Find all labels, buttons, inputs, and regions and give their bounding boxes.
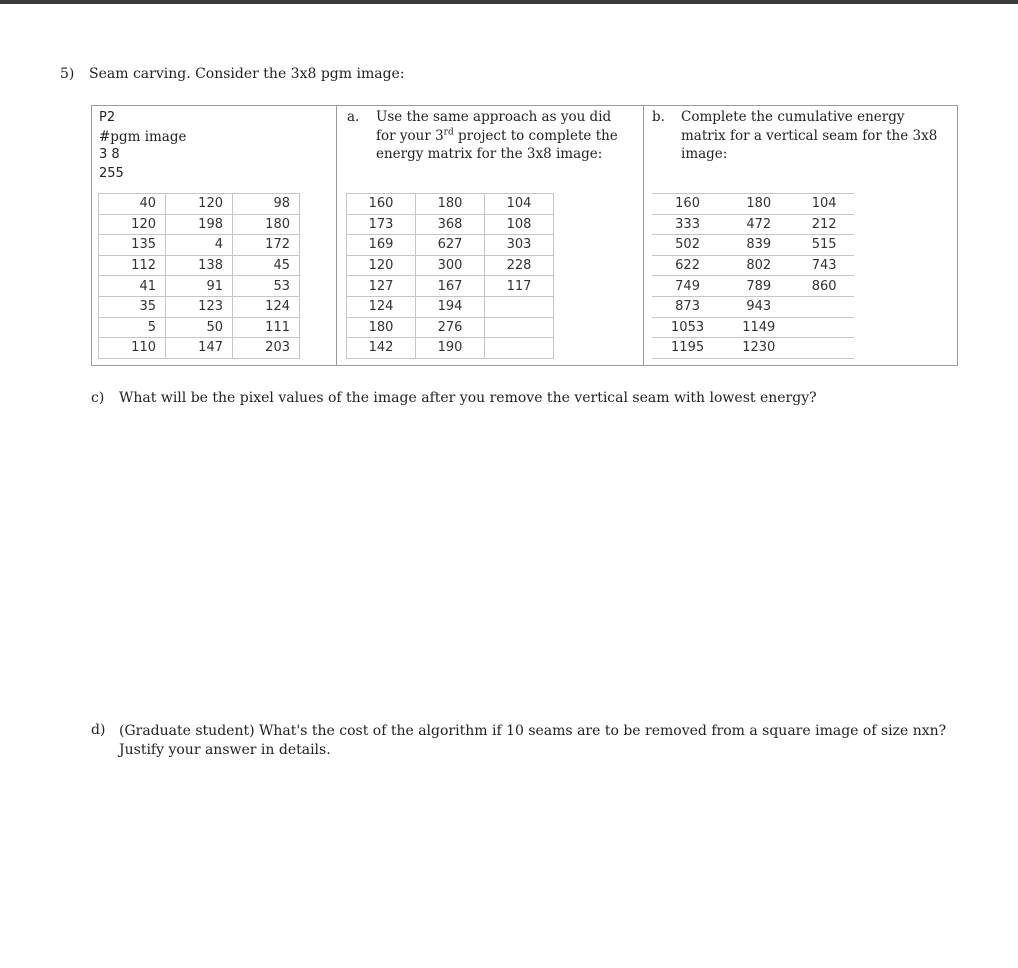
table-row <box>652 276 854 297</box>
matrix-cell: 502 <box>652 235 723 256</box>
pgm-dimensions: 3 8 <box>99 147 120 162</box>
matrix-cell: 173 <box>347 214 416 235</box>
table-row <box>99 296 300 317</box>
part-d-line: (Graduate student) What's the cost of the algorithm if 10 seams are to be removed from a square image of size nxn? <box>119 723 947 739</box>
table-row <box>347 255 554 276</box>
column-divider <box>643 106 644 365</box>
matrix-cell: 276 <box>416 317 485 338</box>
table-row <box>652 338 854 359</box>
matrix-cell: 117 <box>485 276 554 297</box>
matrix-cell: 110 <box>99 338 166 359</box>
part-a-line: energy matrix for the 3x8 image: <box>376 146 603 162</box>
part-d-text <box>119 722 946 760</box>
matrix-cell: 40 <box>99 194 166 215</box>
energy-matrix <box>346 193 554 359</box>
part-a-label: a. <box>347 109 360 125</box>
matrix-cell: 300 <box>416 255 485 276</box>
matrix-cell <box>794 317 854 338</box>
matrix-cell <box>485 317 554 338</box>
matrix-cell: 111 <box>233 317 300 338</box>
matrix-cell: 160 <box>652 194 723 215</box>
part-d-label: d) <box>91 722 106 738</box>
pgm-header <box>99 109 187 183</box>
matrix-cell: 98 <box>233 194 300 215</box>
matrix-cell: 802 <box>723 255 794 276</box>
matrix-cell: 124 <box>347 296 416 317</box>
matrix-cell: 873 <box>652 296 723 317</box>
pgm-maxval: 255 <box>99 165 124 181</box>
matrix-cell: 1230 <box>723 338 794 359</box>
matrix-cell: 112 <box>99 255 166 276</box>
cumulative-energy-matrix <box>652 193 854 359</box>
matrix-cell: 789 <box>723 276 794 297</box>
matrix-cell: 1053 <box>652 317 723 338</box>
part-c-text: What will be the pixel values of the image after you remove the vertical seam with lowest energy? <box>119 390 817 406</box>
table-row <box>652 214 854 235</box>
matrix-cell: 515 <box>794 235 854 256</box>
table-row <box>99 317 300 338</box>
question-number: 5) <box>60 66 75 82</box>
matrix-cell: 194 <box>416 296 485 317</box>
matrix-cell <box>794 338 854 359</box>
matrix-cell: 35 <box>99 296 166 317</box>
matrix-cell <box>794 296 854 317</box>
matrix-cell: 943 <box>723 296 794 317</box>
part-b-line: Complete the cumulative energy <box>681 109 905 125</box>
table-row <box>347 214 554 235</box>
matrix-cell: 190 <box>416 338 485 359</box>
matrix-cell: 41 <box>99 276 166 297</box>
matrix-cell: 749 <box>652 276 723 297</box>
table-row <box>99 276 300 297</box>
matrix-cell: 368 <box>416 214 485 235</box>
table-row <box>99 235 300 256</box>
matrix-cell: 180 <box>723 194 794 215</box>
matrix-cell: 135 <box>99 235 166 256</box>
table-row <box>652 317 854 338</box>
matrix-cell: 627 <box>416 235 485 256</box>
matrix-cell: 50 <box>166 317 233 338</box>
part-b-label: b. <box>652 109 665 125</box>
part-a-line: for your 3 <box>376 127 444 144</box>
matrix-cell: 104 <box>485 194 554 215</box>
matrix-cell <box>485 296 554 317</box>
matrix-cell: 860 <box>794 276 854 297</box>
matrix-cell: 104 <box>794 194 854 215</box>
matrix-cell: 472 <box>723 214 794 235</box>
superscript-rd: rd <box>443 127 454 137</box>
matrix-cell: 53 <box>233 276 300 297</box>
matrix-cell: 1149 <box>723 317 794 338</box>
pgm-magic: P2 <box>99 110 116 125</box>
matrix-cell: 91 <box>166 276 233 297</box>
matrix-cell: 622 <box>652 255 723 276</box>
part-b-line: image: <box>681 146 728 162</box>
matrix-cell: 45 <box>233 255 300 276</box>
matrix-cell: 120 <box>347 255 416 276</box>
matrix-cell: 303 <box>485 235 554 256</box>
table-row <box>99 338 300 359</box>
matrix-cell: 198 <box>166 214 233 235</box>
matrix-cell: 142 <box>347 338 416 359</box>
table-row <box>99 214 300 235</box>
table-row <box>347 296 554 317</box>
part-a-line: project to complete the <box>453 127 618 144</box>
part-b-line: matrix for a vertical seam for the 3x8 <box>681 127 938 144</box>
matrix-cell: 203 <box>233 338 300 359</box>
table-row <box>347 235 554 256</box>
matrix-cell: 743 <box>794 255 854 276</box>
matrix-cell: 172 <box>233 235 300 256</box>
matrix-cell: 180 <box>416 194 485 215</box>
matrix-cell: 228 <box>485 255 554 276</box>
table-row <box>347 317 554 338</box>
matrix-cell: 212 <box>794 214 854 235</box>
matrix-cell: 5 <box>99 317 166 338</box>
column-divider <box>336 106 337 365</box>
matrix-cell: 124 <box>233 296 300 317</box>
part-d-line: Justify your answer in details. <box>119 742 331 758</box>
matrix-cell: 1195 <box>652 338 723 359</box>
matrix-cell: 167 <box>416 276 485 297</box>
matrix-cell: 160 <box>347 194 416 215</box>
matrix-cell: 180 <box>233 214 300 235</box>
table-row <box>347 276 554 297</box>
matrix-cell: 138 <box>166 255 233 276</box>
top-border <box>0 0 1018 4</box>
table-row <box>347 338 554 359</box>
matrix-cell: 147 <box>166 338 233 359</box>
part-a-line: Use the same approach as you did <box>376 109 612 125</box>
table-row <box>99 194 300 215</box>
table-row <box>652 296 854 317</box>
matrix-cell: 120 <box>166 194 233 215</box>
table-row <box>347 194 554 215</box>
matrix-cell: 108 <box>485 214 554 235</box>
table-row <box>652 235 854 256</box>
matrix-cell: 169 <box>347 235 416 256</box>
table-row <box>652 194 854 215</box>
matrix-cell: 120 <box>99 214 166 235</box>
matrix-cell: 4 <box>166 235 233 256</box>
image-matrix <box>98 193 300 359</box>
matrix-cell: 123 <box>166 296 233 317</box>
part-c-label: c) <box>91 390 105 406</box>
question-text: Seam carving. Consider the 3x8 pgm image: <box>89 66 405 82</box>
table-row <box>652 255 854 276</box>
matrix-cell: 180 <box>347 317 416 338</box>
matrix-cell: 839 <box>723 235 794 256</box>
table-row <box>99 255 300 276</box>
matrix-cell: 127 <box>347 276 416 297</box>
matrix-cell <box>485 338 554 359</box>
matrix-cell: 333 <box>652 214 723 235</box>
problem-table <box>91 105 958 366</box>
pgm-comment: #pgm image <box>99 128 187 145</box>
